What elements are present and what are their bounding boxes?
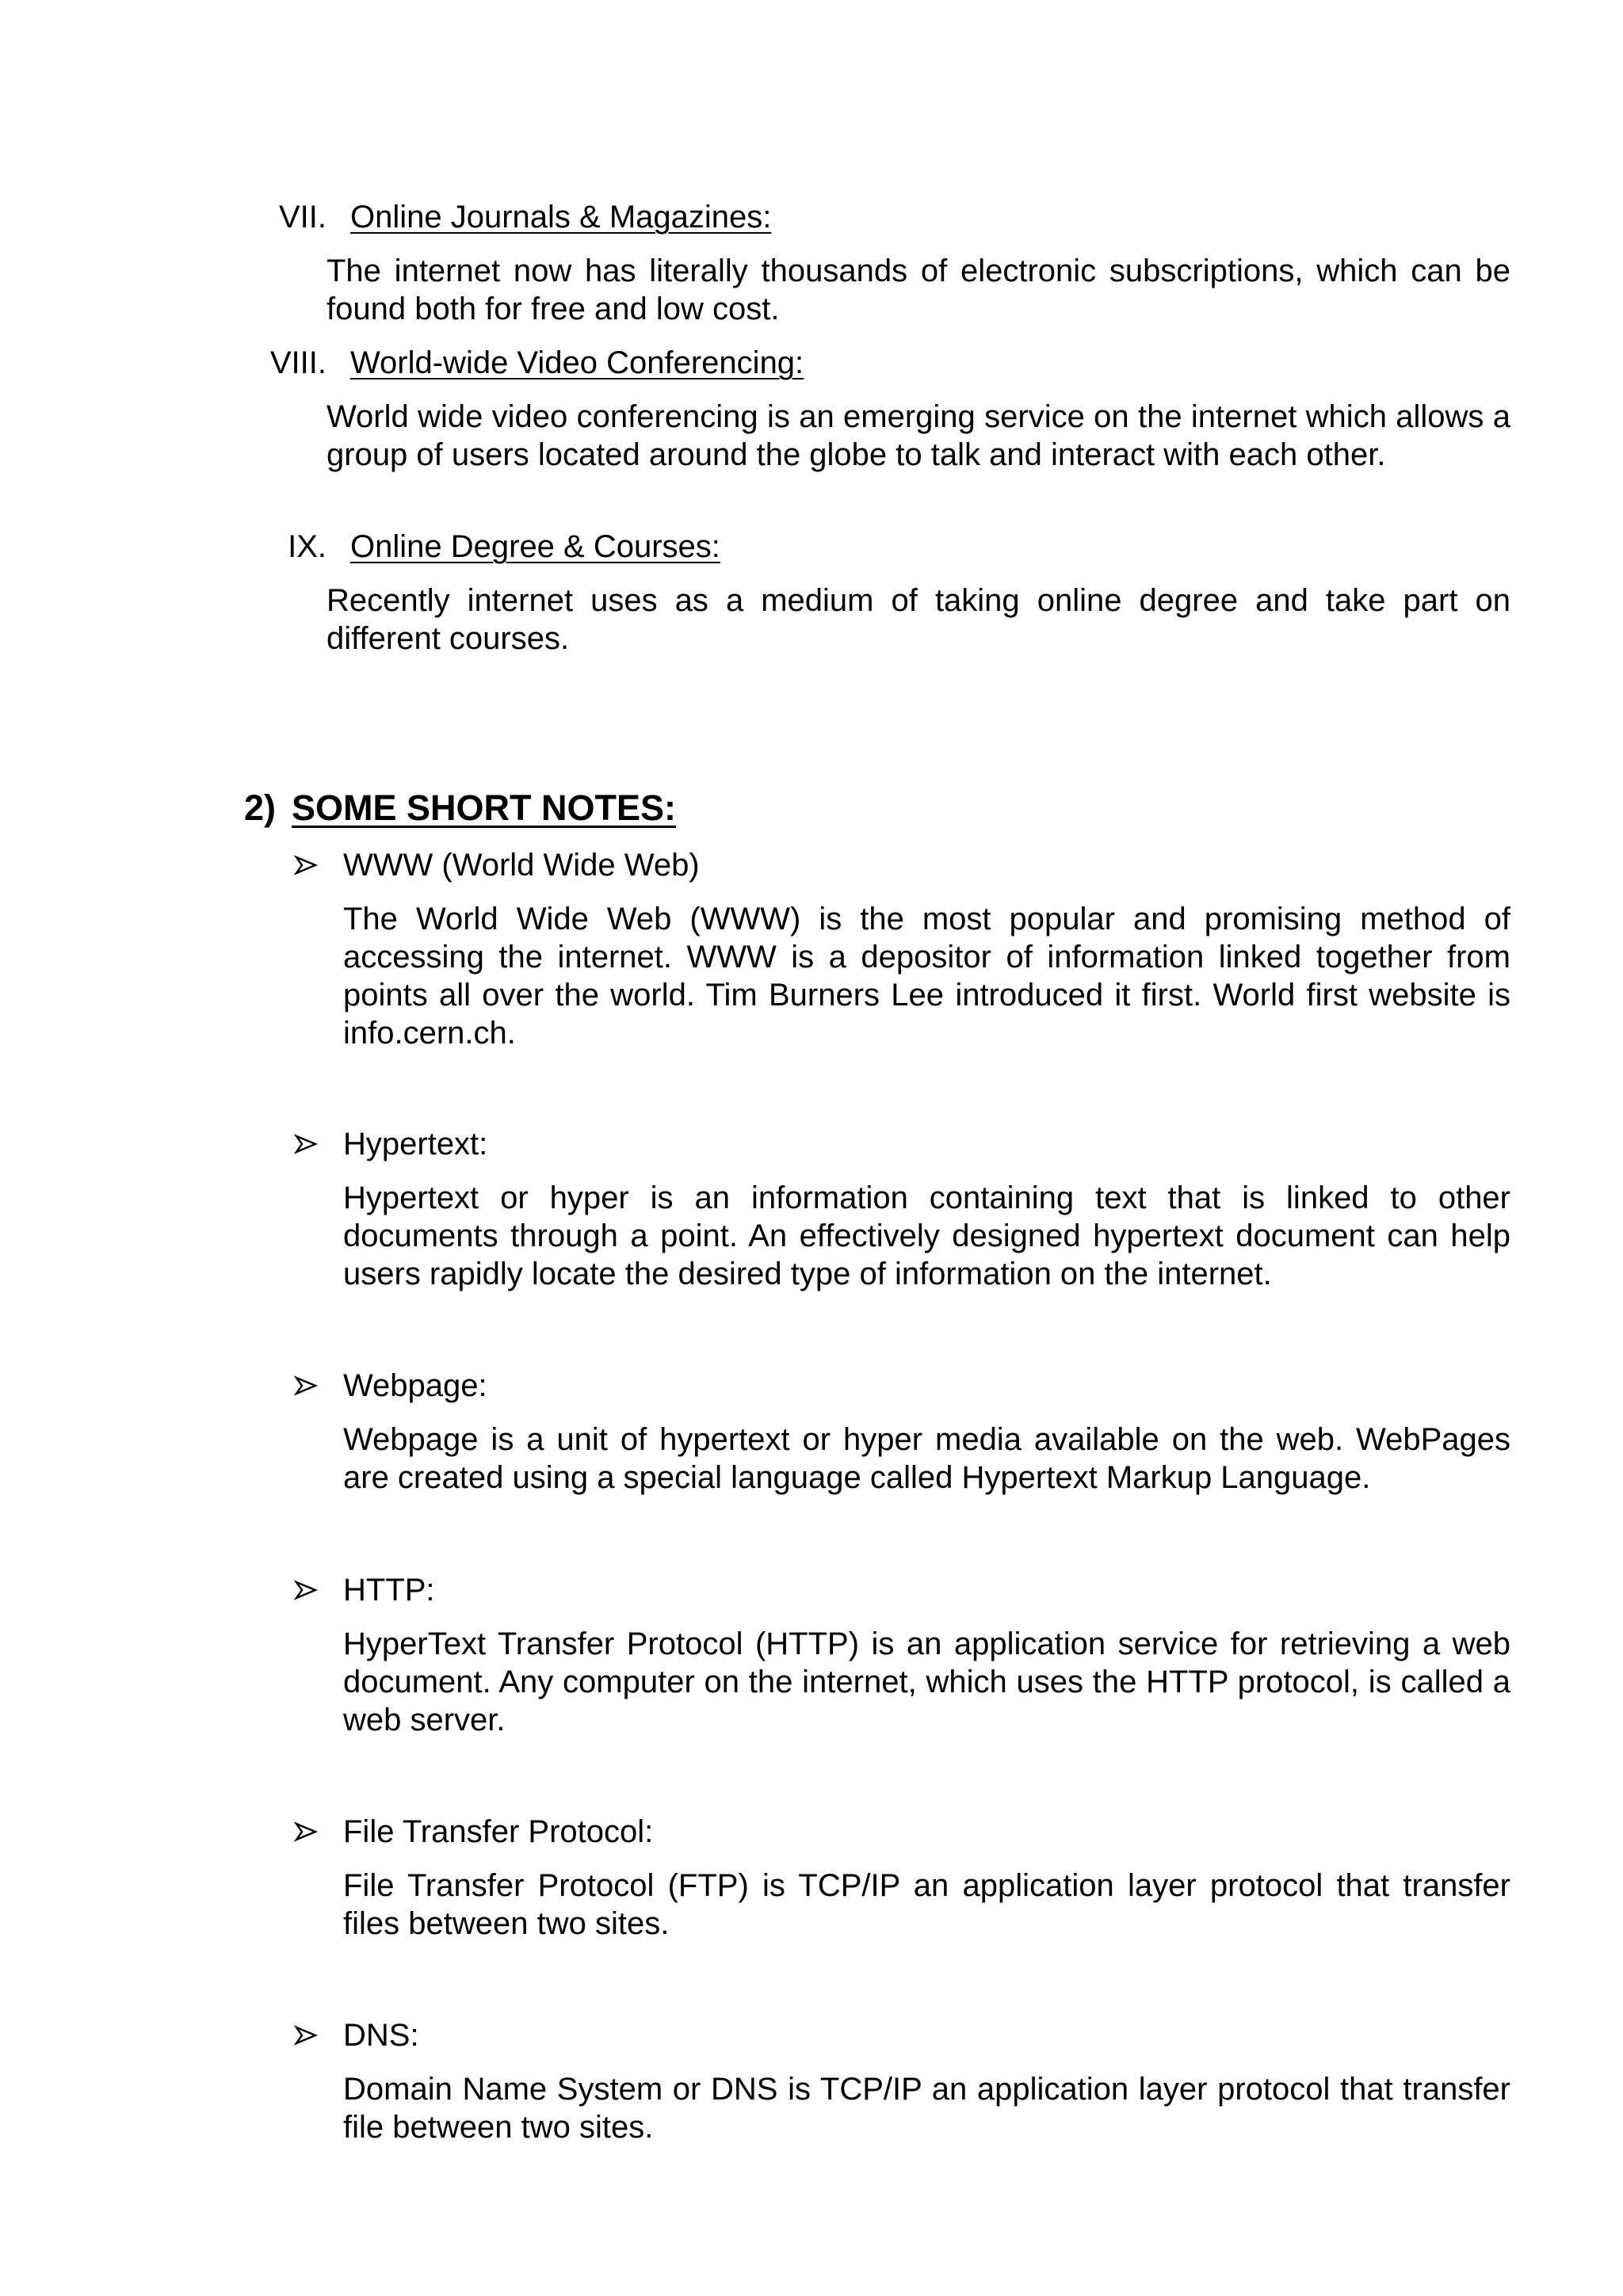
note-body: HyperText Transfer Protocol (HTTP) is an application service for retrieving a web document. Any computer on the internet, which uses the HTTP protocol, is called a web server. [343,1627,1510,1737]
arrow-bullet-icon [293,1125,320,1163]
note-body: Hypertext or hyper is an information containing text that is linked to other documents through a point. An effectively designed hypertext document can help users rapidly locate the desired type of information on the internet. [343,1180,1510,1291]
section-title: SOME SHORT NOTES: [292,788,677,828]
list-item-body: The internet now has literally thousands of electronic subscriptions, which can be found both for free and low cost. [327,254,1510,326]
list-item-title: World-wide Video Conferencing: [350,345,804,380]
list-numeral: VII. [278,200,327,235]
note-title: HTTP: [343,1573,435,1608]
note-title: Webpage: [343,1368,487,1403]
note-title: Hypertext: [343,1127,488,1161]
arrow-bullet-icon [293,1813,320,1851]
arrow-bullet-icon [293,1571,320,1609]
list-item-title: Online Degree & Courses: [350,529,720,564]
list-item-body: World wide video conferencing is an emerging service on the internet which allows a group of users located around the globe to talk and interact with each other. [327,399,1510,472]
list-item-title: Online Journals & Magazines: [350,200,772,235]
note-body: Webpage is a unit of hypertext or hyper media available on the web. WebPages are created using a special language called Hypertext Markup Language. [343,1422,1510,1495]
arrow-bullet-icon [293,2016,320,2054]
note-title: File Transfer Protocol: [343,1814,654,1849]
arrow-bullet-icon [293,1367,320,1405]
section-number: 2) [244,788,277,828]
section-heading [244,786,676,830]
arrow-bullet-icon [293,846,320,884]
note-title: WWW (World Wide Web) [343,848,700,883]
note-body: The World Wide Web (WWW) is the most popular and promising method of accessing the internet. WWW is a depositor of information linked together from points all over the world. Tim Burners Lee introduced it first. World first website is info.cern.ch. [343,902,1510,1051]
list-numeral: VIII. [269,345,327,380]
note-body: Domain Name System or DNS is TCP/IP an application layer protocol that transfer file between two sites. [343,2072,1510,2145]
note-body: File Transfer Protocol (FTP) is TCP/IP an application layer protocol that transfer files between two sites. [343,1868,1510,1941]
note-title: DNS: [343,2018,419,2053]
list-numeral: IX. [288,529,327,564]
list-item-body: Recently internet uses as a medium of taking online degree and take part on different courses. [327,583,1510,656]
